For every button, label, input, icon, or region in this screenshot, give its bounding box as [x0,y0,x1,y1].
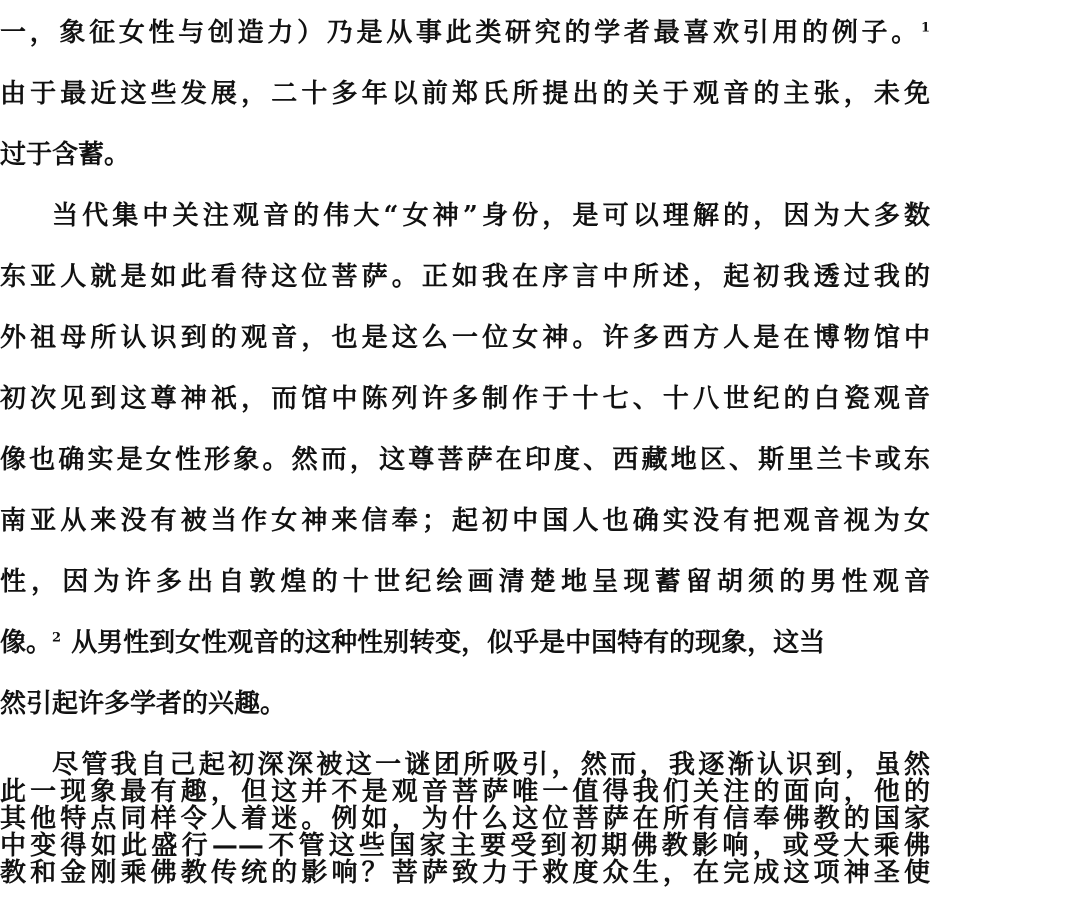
text-line: 像也确实是女性形象。然而，这尊菩萨在印度、西藏地区、斯里兰卡或东 [0,445,930,475]
text-line [0,617,930,669]
text-line: 然引起许多学者的兴趣。 [0,689,287,719]
text-line: 尽管我自己起初深深被这一谜团所吸引，然而，我逐渐认识到，虽然 [52,750,930,780]
text-line: 此一现象最有趣，但这并不是观音菩萨唯一值得我们关注的面向，他的 [0,777,930,807]
text-line: 过于含蓄。 [0,140,131,170]
line-text: 从男性到女性观音的这种性别转变，似乎是中国特有的现象，这当 [71,628,826,658]
text-line: 南亚从来没有被当作女神来信奉；起初中国人也确实没有把观音视为女 [0,506,930,536]
text-line: 初次见到这尊神祇，而馆中陈列许多制作于十七、十八世纪的白瓷观音 [0,384,930,414]
text-line [0,7,930,59]
text-line: 性，因为许多出自敦煌的十世纪绘画清楚地呈现蓄留胡须的男性观音 [0,567,930,597]
text-line: 其他特点同样令人着迷。例如，为什么这位菩萨在所有信奉佛教的国家 [0,804,930,834]
text-line: 由于最近这些发展，二十多年以前郑氏所提出的关于观音的主张，未免 [0,79,930,109]
text-line: 外祖母所认识到的观音，也是这么一位女神。许多西方人是在博物馆中 [0,323,930,353]
text-line: 当代集中关注观音的伟大“女神”身份，是可以理解的，因为大多数 [52,201,930,231]
line-text: 一，象征女性与创造力）乃是从事此类研究的学者最喜欢引用的例子。 [0,18,921,48]
line-text: 像。 [0,628,53,658]
text-line: 中变得如此盛行——不管这些国家主要受到初期佛教影响，或受大乘佛 [0,831,930,861]
footnote-marker[interactable]: 2 [52,630,62,646]
text-line: 东亚人就是如此看待这位菩萨。正如我在序言中所述，起初我透过我的 [0,262,930,292]
text-line: 教和金刚乘佛教传统的影响？菩萨致力于救度众生，在完成这项神圣使 [0,858,930,888]
footnote-marker[interactable]: 1 [920,20,930,36]
